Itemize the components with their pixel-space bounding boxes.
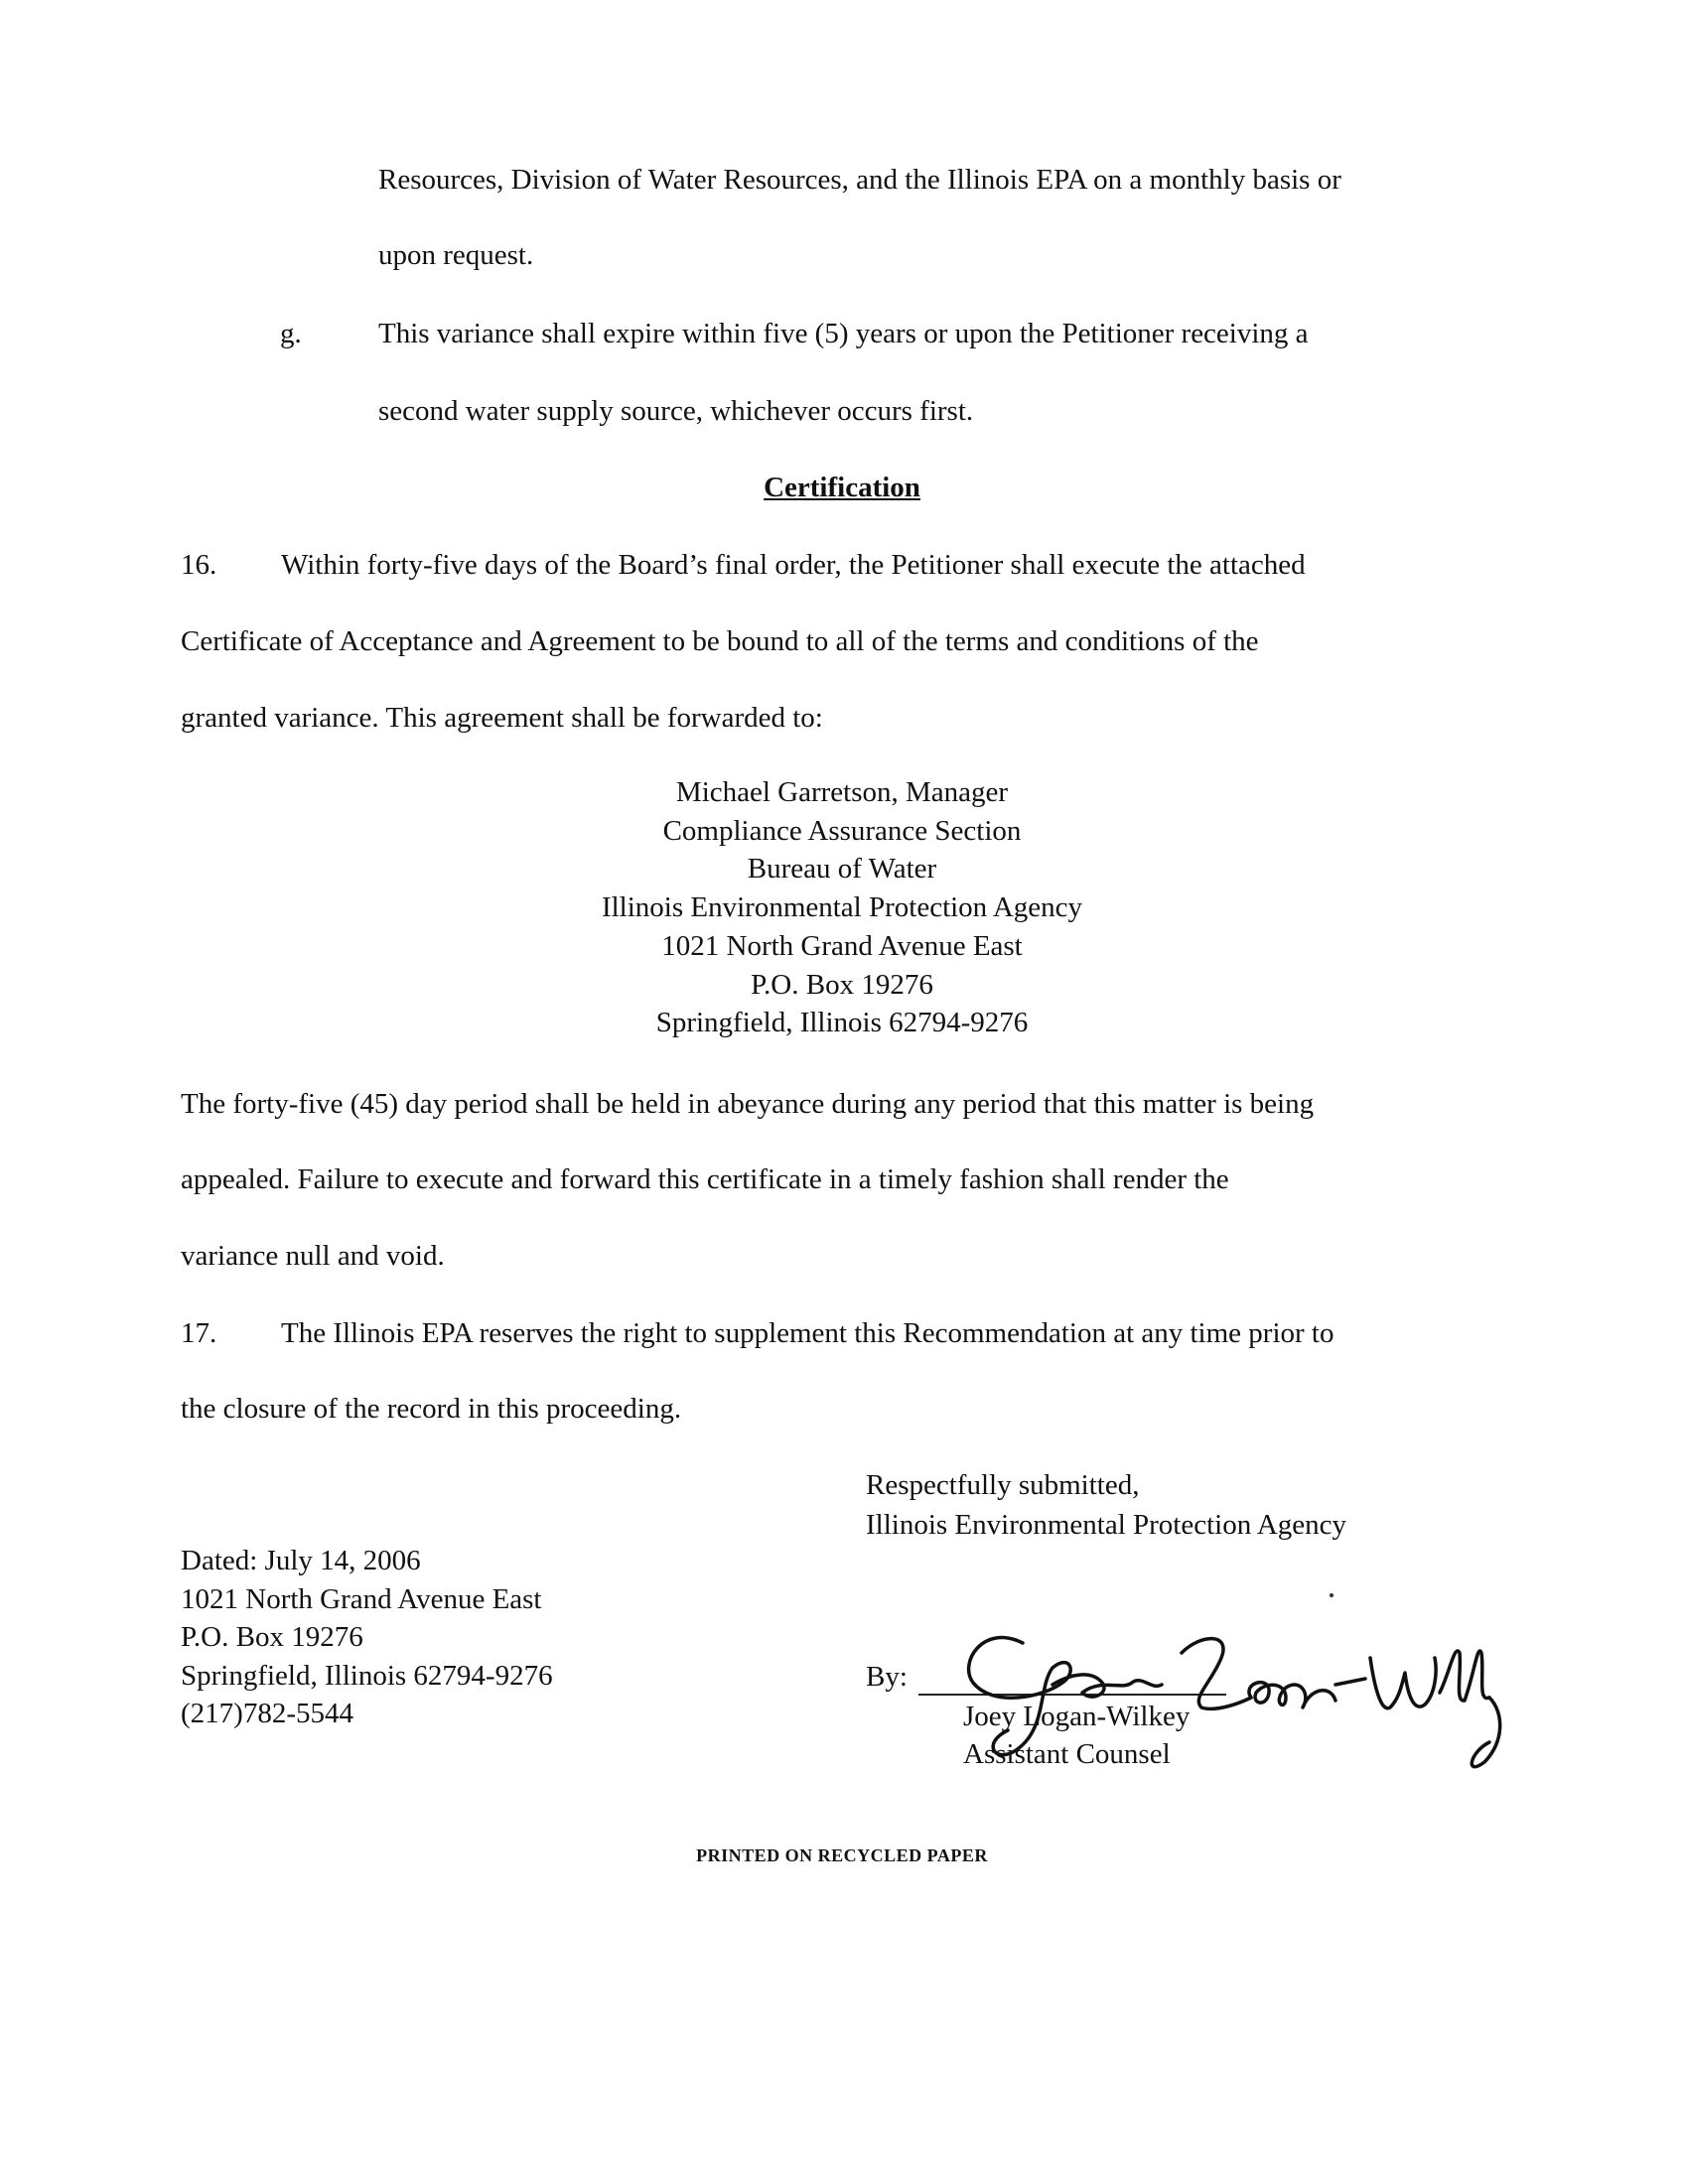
para-17-number: 17. <box>181 1317 217 1349</box>
item-g-line-2: second water supply source, whichever occurs first. <box>378 395 974 427</box>
para-16-line-1: Within forty-five days of the Board’s final order, the Petitioner shall execute the attached <box>281 549 1306 581</box>
signer-title: Assistant Counsel <box>963 1738 1171 1770</box>
dated-street: 1021 North Grand Avenue East <box>181 1583 542 1615</box>
address-line: Illinois Environmental Protection Agency <box>601 891 1083 923</box>
para-16-line-2: Certificate of Acceptance and Agreement to be bound to all of the terms and conditions of the <box>181 625 1259 657</box>
item-f-line-2: upon request. <box>378 239 534 271</box>
dated-city: Springfield, Illinois 62794-9276 <box>181 1660 553 1692</box>
address-line: Compliance Assurance Section <box>662 815 1022 847</box>
address-line: Michael Garretson, Manager <box>675 776 1009 808</box>
abeyance-line-3: variance null and void. <box>181 1240 445 1272</box>
closing-text: Respectfully submitted, <box>866 1469 1140 1501</box>
item-f-line-1: Resources, Division of Water Resources, and the Illinois EPA on a monthly basis or <box>378 164 1341 196</box>
footer-recycled-paper: PRINTED ON RECYCLED PAPER <box>696 1845 988 1865</box>
abeyance-line-1: The forty-five (45) day period shall be held in abeyance during any period that this matter is being <box>181 1088 1315 1120</box>
signer-name: Joey Logan-Wilkey <box>963 1701 1191 1732</box>
para-17-line-2: the closure of the record in this proceeding. <box>181 1393 682 1425</box>
para-17-line-1: The Illinois EPA reserves the right to supplement this Recommendation at any time prior to <box>281 1317 1334 1349</box>
para-16-number: 16. <box>181 549 217 581</box>
scan-speck <box>1330 1593 1333 1597</box>
by-label: By: <box>866 1661 908 1693</box>
dated-phone: (217)782-5544 <box>181 1698 353 1729</box>
address-line: Springfield, Illinois 62794-9276 <box>655 1007 1029 1038</box>
item-g-marker: g. <box>280 318 302 349</box>
submitting-agency: Illinois Environmental Protection Agency <box>866 1509 1347 1541</box>
abeyance-line-2: appealed. Failure to execute and forward this certificate in a timely fashion shall render the <box>181 1163 1229 1195</box>
dated-line: Dated: July 14, 2006 <box>181 1545 421 1576</box>
address-line: 1021 North Grand Avenue East <box>661 930 1023 962</box>
para-16-line-3: granted variance. This agreement shall be forwarded to: <box>181 702 823 734</box>
address-line: P.O. Box 19276 <box>751 969 933 1001</box>
dated-po-box: P.O. Box 19276 <box>181 1621 363 1653</box>
certification-heading: Certification <box>764 472 920 503</box>
handwritten-signature <box>953 1613 1509 1782</box>
address-line: Bureau of Water <box>747 853 937 885</box>
item-g-line-1: This variance shall expire within five (5) years or upon the Petitioner receiving a <box>378 318 1309 349</box>
